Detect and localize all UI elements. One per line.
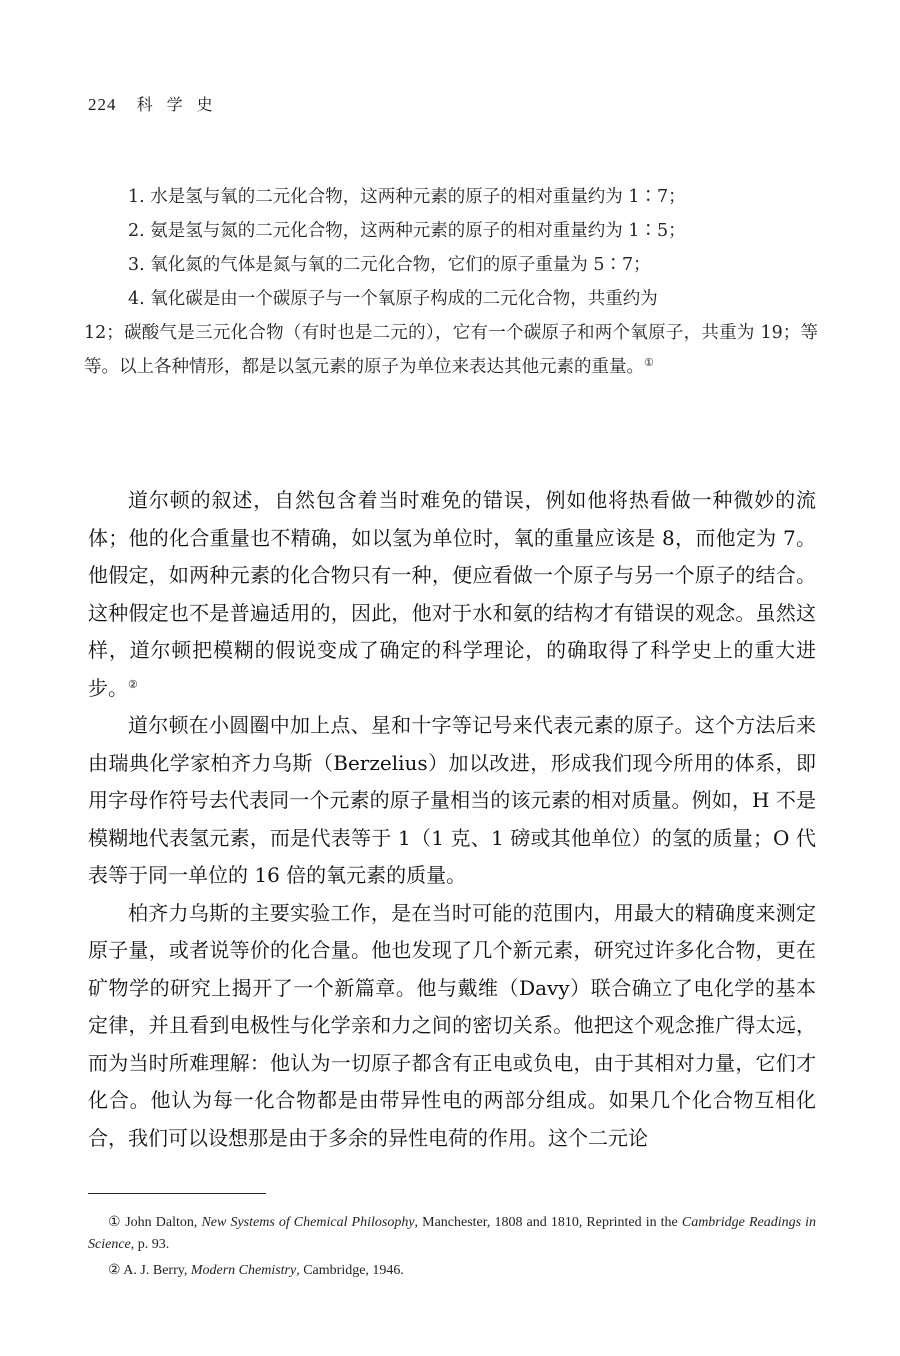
footnote-ref-1[interactable]: ① — [644, 356, 654, 369]
footnote-2-author: A. J. Berry, — [123, 1263, 188, 1278]
paragraph-1 — [88, 482, 816, 707]
footnote-1-title: New Systems of Chemical Philosophy — [201, 1215, 415, 1230]
block-quote — [84, 180, 818, 384]
quote-item-4: 4. 氧化碳是由一个碳原子与一个氧原子构成的二元化合物，共重约为 — [128, 289, 658, 309]
footnote-1-mark: ① — [108, 1215, 122, 1230]
page-number: 224 — [88, 95, 117, 114]
footnote-1-author: John Dalton, — [125, 1215, 198, 1230]
footnote-1-title2: Cambridge Readings in Science — [88, 1215, 817, 1252]
paragraph-1-text: 道尔顿的叙述，自然包含着当时难免的错误，例如他将热看做一种微妙的流体；他的化合重量也不精确，如以氢为单位时，氧的重量应该是 8，而他定为 7。他假定，如两种元素的化合物只有一种，便应看做一个原子与另一个原子的结合。这种假定也不是普遍适用的，因此，他对于水和氨的结构才有错误的观念。虽然这样，道尔顿把模糊的假说变成了确定的科学理论，的确取得了科学史上的重大进步。 — [88, 488, 816, 700]
running-header — [88, 92, 227, 115]
footnote-divider — [88, 1193, 266, 1194]
footnote-2-title: Modern Chemistry — [190, 1263, 297, 1278]
footnote-1-rest2: , p. 93. — [130, 1237, 170, 1252]
footnote-2 — [88, 1260, 816, 1282]
footnote-1 — [88, 1212, 816, 1256]
paragraph-3: 柏齐力乌斯的主要实验工作，是在当时可能的范围内，用最大的精确度来测定原子量，或者说等价的化合量。他也发现了几个新元素，研究过许多化合物，更在矿物学的研究上揭开了一个新篇章。他与戴维（Davy）联合确立了电化学的基本定律，并且看到电极性与化学亲和力之间的密切关系。他把这个观念推广得太远，而为当时所难理解：他认为一切原子都含有正电或负电，由于其相对力量，它们才化合。他认为每一化合物都是由带异性电的两部分组成。如果几个化合物互相化合，我们可以设想那是由于多余的异性电荷的作用。这个二元论 — [88, 900, 816, 1150]
quote-item-2: 2. 氨是氢与氮的二元化合物，这两种元素的原子的相对重量约为 1∶5； — [128, 221, 686, 241]
footnotes — [88, 1212, 816, 1286]
quote-continuation — [84, 316, 818, 384]
footnote-1-rest: , Manchester, 1808 and 1810, Reprinted in the — [414, 1215, 678, 1230]
book-title: 科学史 — [136, 95, 227, 114]
footnote-2-rest: , Cambridge, 1946. — [296, 1263, 404, 1278]
quote-continuation-text: 12；碳酸气是三元化合物（有时也是二元的），它有一个碳原子和两个氧原子，共重为 19；等等。以上各种情形，都是以氢元素的原子为单位来表达其他元素的重量。 — [84, 323, 818, 377]
paragraph-2: 道尔顿在小圆圈中加上点、星和十字等记号来代表元素的原子。这个方法后来由瑞典化学家柏齐力乌斯（Berzelius）加以改进，形成我们现今所用的体系，即用字母作符号去代表同一个元素的原子量相当的该元素的相对质量。例如，H 不是模糊地代表氢元素，而是代表等于 1（1 克、1 磅或其他单位）的氢的质量；O 代表等于同一单位的 16 倍的氧元素的质量。 — [88, 713, 816, 887]
footnote-ref-2[interactable]: ② — [128, 677, 138, 691]
quote-item-1: 1. 水是氢与氧的二元化合物，这两种元素的原子的相对重量约为 1∶7； — [128, 187, 686, 207]
body-text — [88, 482, 816, 1157]
quote-item-3: 3. 氧化氮的气体是氮与氧的二元化合物，它们的原子重量为 5∶7； — [128, 255, 651, 275]
footnote-2-mark: ② — [108, 1263, 121, 1278]
